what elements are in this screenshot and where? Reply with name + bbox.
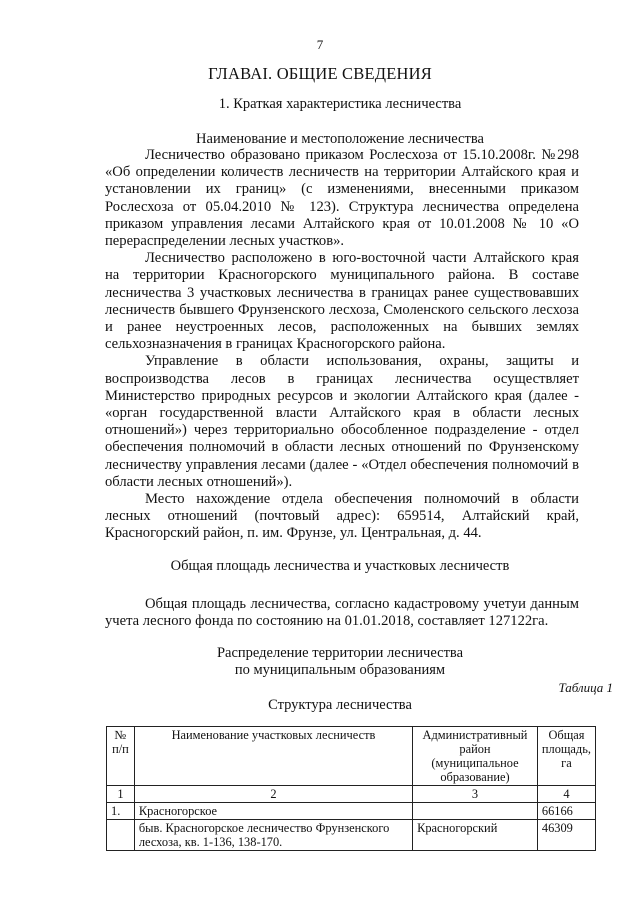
row-number: 1. (107, 803, 135, 820)
row-area: 46309 (537, 820, 595, 851)
row-number (107, 820, 135, 851)
distribution-subtitle: по муниципальным образованиям (234, 662, 446, 678)
paragraph: Общая площадь лесничества, согласно кадастровому учетуи данным учета лесного фонда по состоянию на 01.01.2018, составляет 127122га. (105, 596, 579, 630)
table-row (107, 803, 596, 820)
column-number: 2 (134, 786, 412, 803)
paragraph: Управление в области использования, охраны, защиты и воспроизводства лесов в границах лесничества осуществляет Министерство природных ресурсов и экологии Алтайского края (далее - «орган государственной власти Алтайского края в области лесных отношений») через территориально обособленное подразделение - отдел обеспечения полномочий в области лесных отношений по Фрунзенскому лесничеству управления лесами (далее - «Отдел обеспечения полномочий в области лесных отношений»). (105, 353, 579, 490)
area-text (105, 596, 579, 630)
subsection-area-title: Общая площадь лесничества и участковых лесничеств (170, 558, 510, 574)
subsection-location-title: Наименование и местоположение лесничества (196, 131, 484, 147)
row-district (413, 803, 538, 820)
table-title: Структура лесничества (268, 697, 412, 713)
table-row (107, 820, 596, 851)
table-caption: Таблица 1 (558, 680, 613, 695)
row-name: Красногорское (134, 803, 412, 820)
paragraph: Место нахождение отдела обеспечения полномочий в области лесных отношений (почтовый адрес): 659514, Алтайский край, Красногорский район, п. им. Фрунзе, ул. Центральная, д. 44. (105, 491, 579, 542)
table-header-row (107, 727, 596, 786)
section-title: 1. Краткая характеристика лесничества (218, 96, 462, 112)
paragraph: Лесничество образовано приказом Рослесхоза от 15.10.2008г. №298 «Об определении количеств лесничеств на территории Алтайского края и установлении их границ» (с изменениями, внесенными приказом Рослесхоза от 05.04.2010 № 123). Структура лесничества определена приказом управления лесами Алтайского края от 10.01.2008 № 10 «О перераспределении лесных участков». (105, 147, 579, 250)
header-cell: Наименование участковых лесничеств (134, 727, 412, 786)
paragraph: Лесничество расположено в юго-восточной части Алтайского края на территории Красногорского муниципального района. В составе лесничества 3 участковых лесничества в границах ранее существовавших лесничеств бывшего Фрунзенского лесхоза, Смоленского сельского лесхоза и ранее неустроенных лесов, расположенных на бывших землях сельхозназначения в границах Красногорского района. (105, 250, 579, 353)
table-column-number-row (107, 786, 596, 803)
column-number: 4 (537, 786, 595, 803)
column-number: 1 (107, 786, 135, 803)
row-district: Красногорский (413, 820, 538, 851)
page-number: 7 (316, 37, 324, 52)
header-cell: Административный район (муниципальное образование) (413, 727, 538, 786)
row-name: быв. Красногорское лесничество Фрунзенского лесхоза, кв. 1-136, 138-170. (134, 820, 412, 851)
forest-structure-table (106, 726, 596, 851)
chapter-title: ГЛАВАI. ОБЩИЕ СВЕДЕНИЯ (208, 64, 432, 83)
row-area: 66166 (537, 803, 595, 820)
column-number: 3 (413, 786, 538, 803)
body-text (105, 147, 579, 543)
header-cell: Общая площадь, га (537, 727, 595, 786)
distribution-title: Распределение территории лесничества (216, 645, 464, 661)
header-cell: № п/п (107, 727, 135, 786)
